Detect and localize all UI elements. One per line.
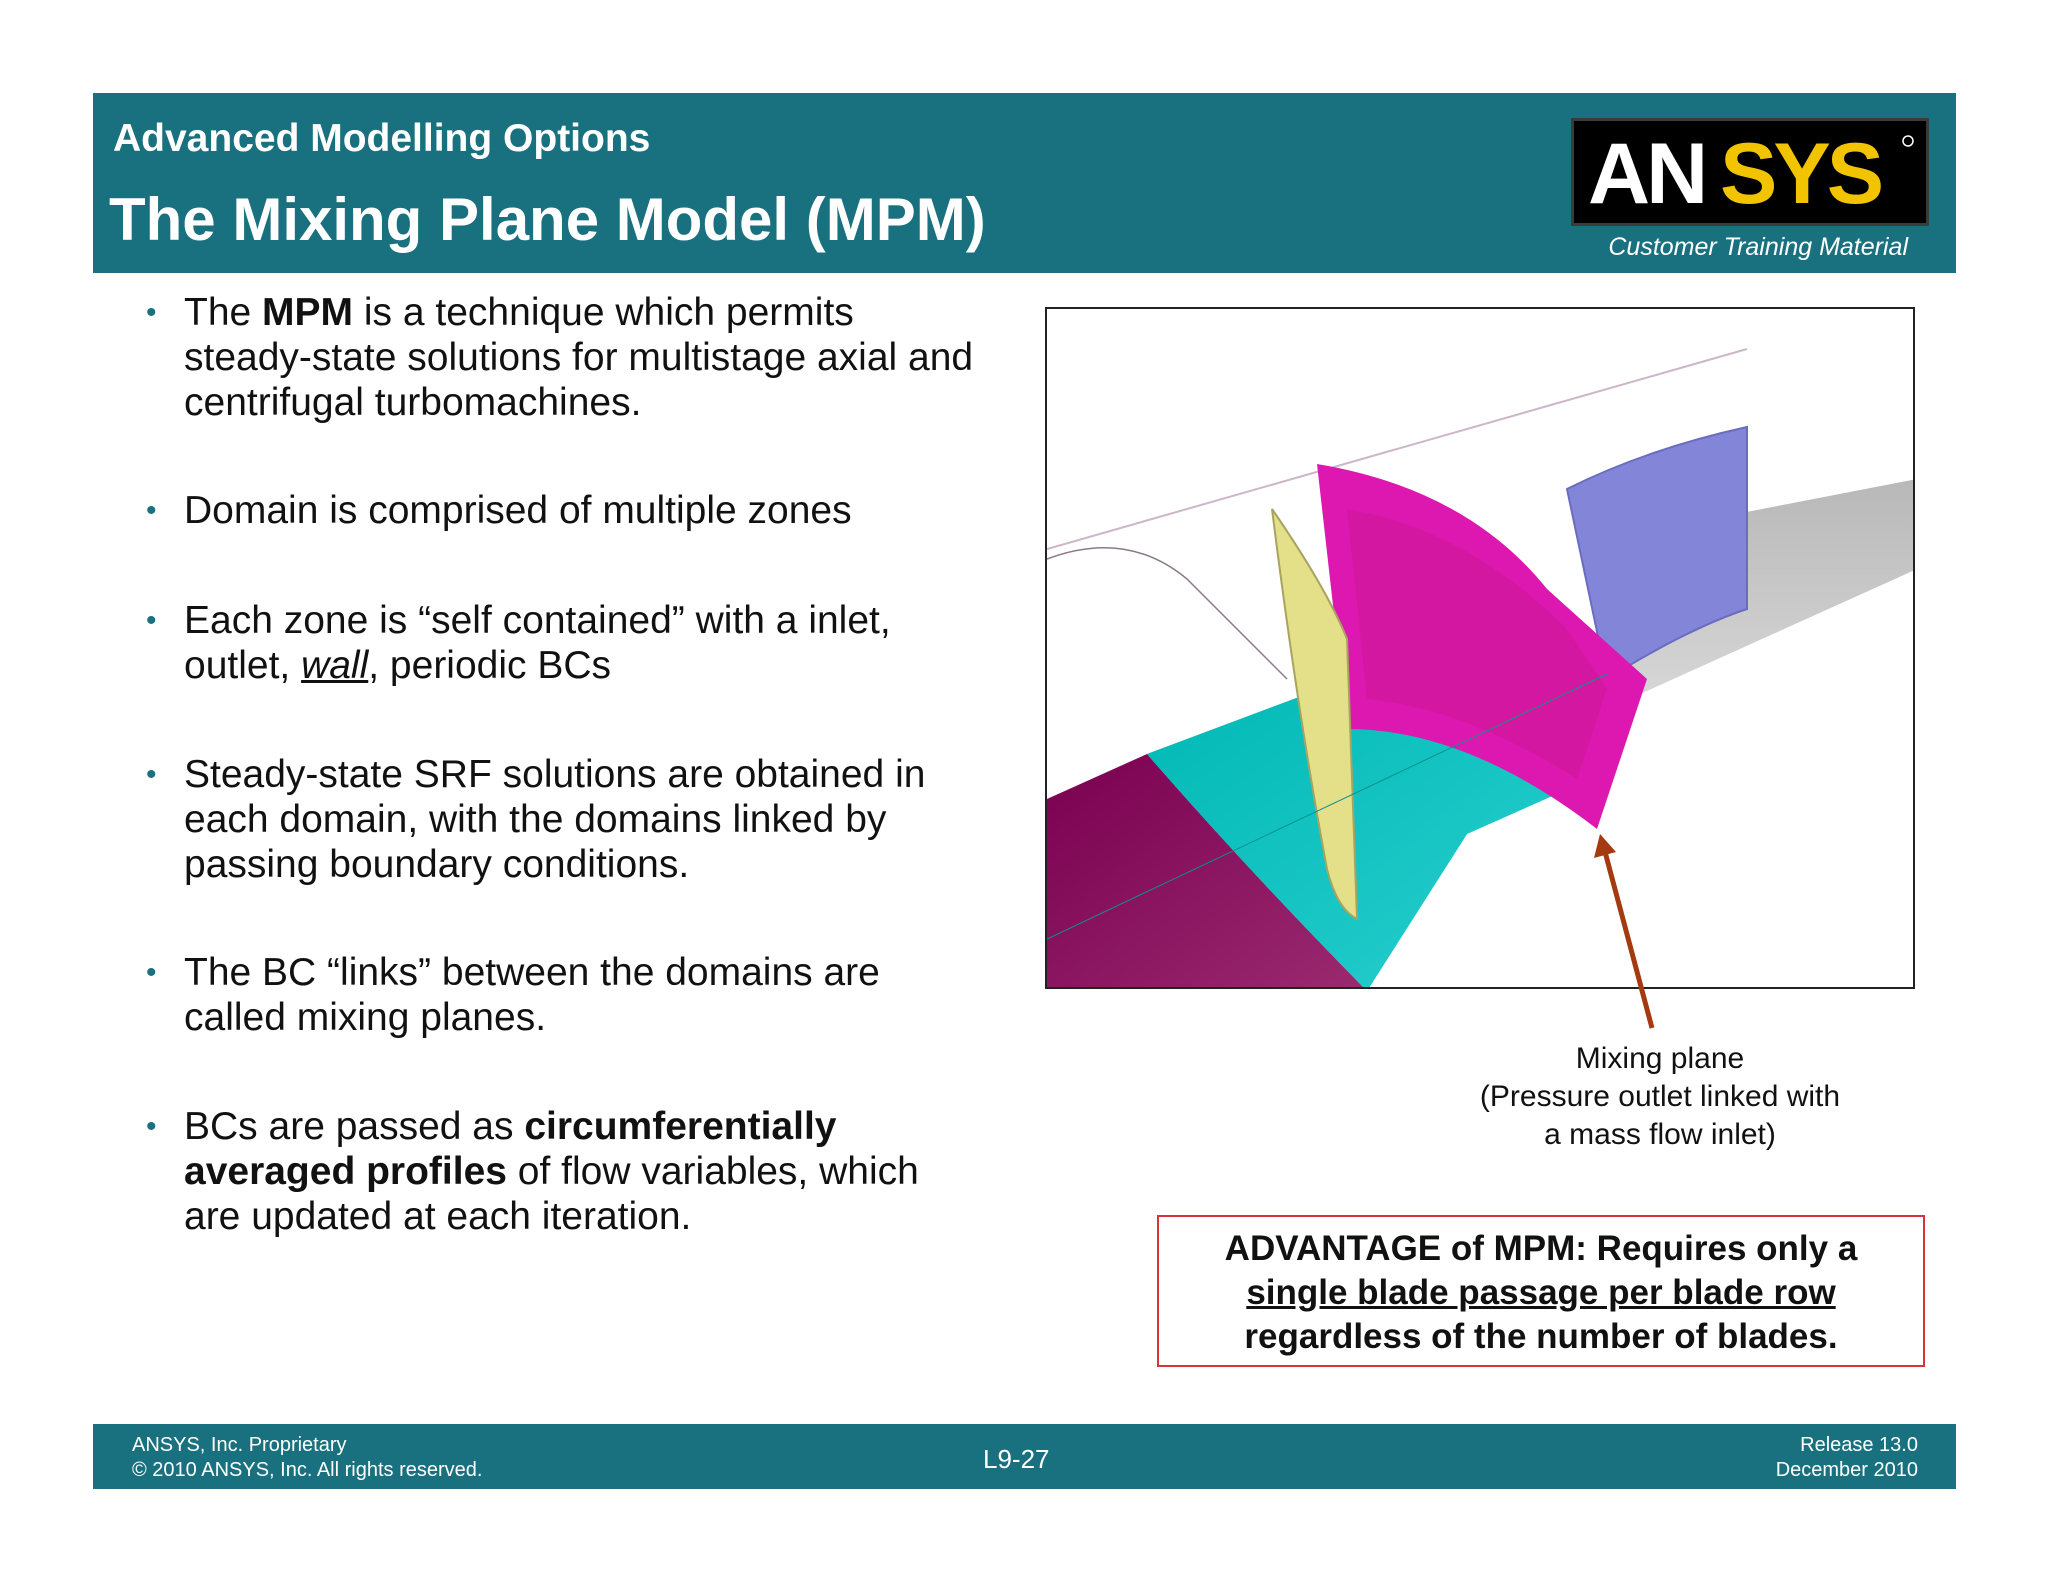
- underlined-term: wall: [301, 644, 369, 687]
- ansys-logo: [1571, 118, 1929, 226]
- bold-term: circumferentially averaged profiles: [184, 1105, 837, 1193]
- bullet-dot: •: [146, 956, 157, 989]
- slide-footer: [93, 1424, 1956, 1489]
- bullet-dot: •: [146, 1110, 157, 1143]
- bullet-dot: •: [146, 494, 157, 527]
- footer-copyright: ANSYS, Inc. Proprietary © 2010 ANSYS, Inc. All rights reserved.: [132, 1434, 483, 1481]
- customer-training-label: Customer Training Material: [1608, 233, 1908, 261]
- bullet-dot: •: [146, 296, 157, 329]
- footer-release: Release 13.0 December 2010: [1775, 1434, 1918, 1481]
- figure-caption: Mixing plane (Pressure outlet linked with a mass flow inlet): [1479, 1042, 1841, 1151]
- mixing-plane-arrow: [1590, 830, 1660, 1030]
- bullet-dot: •: [146, 758, 157, 791]
- bold-term: MPM: [262, 291, 354, 334]
- slide-number: L9-27: [983, 1444, 1050, 1474]
- bullet-dot: •: [146, 604, 157, 637]
- turbomachine-figure: [1045, 307, 1915, 989]
- svg-text:AN: AN: [1588, 127, 1705, 217]
- advantage-box: ADVANTAGE of MPM: Requires only a single blade passage per blade row regardless of the number of blades.: [1157, 1215, 1925, 1367]
- slide-subtitle: Advanced Modelling Options: [113, 117, 651, 160]
- slide-title: The Mixing Plane Model (MPM): [109, 186, 986, 253]
- slide-header: [93, 93, 1956, 273]
- svg-text:SYS: SYS: [1720, 127, 1881, 217]
